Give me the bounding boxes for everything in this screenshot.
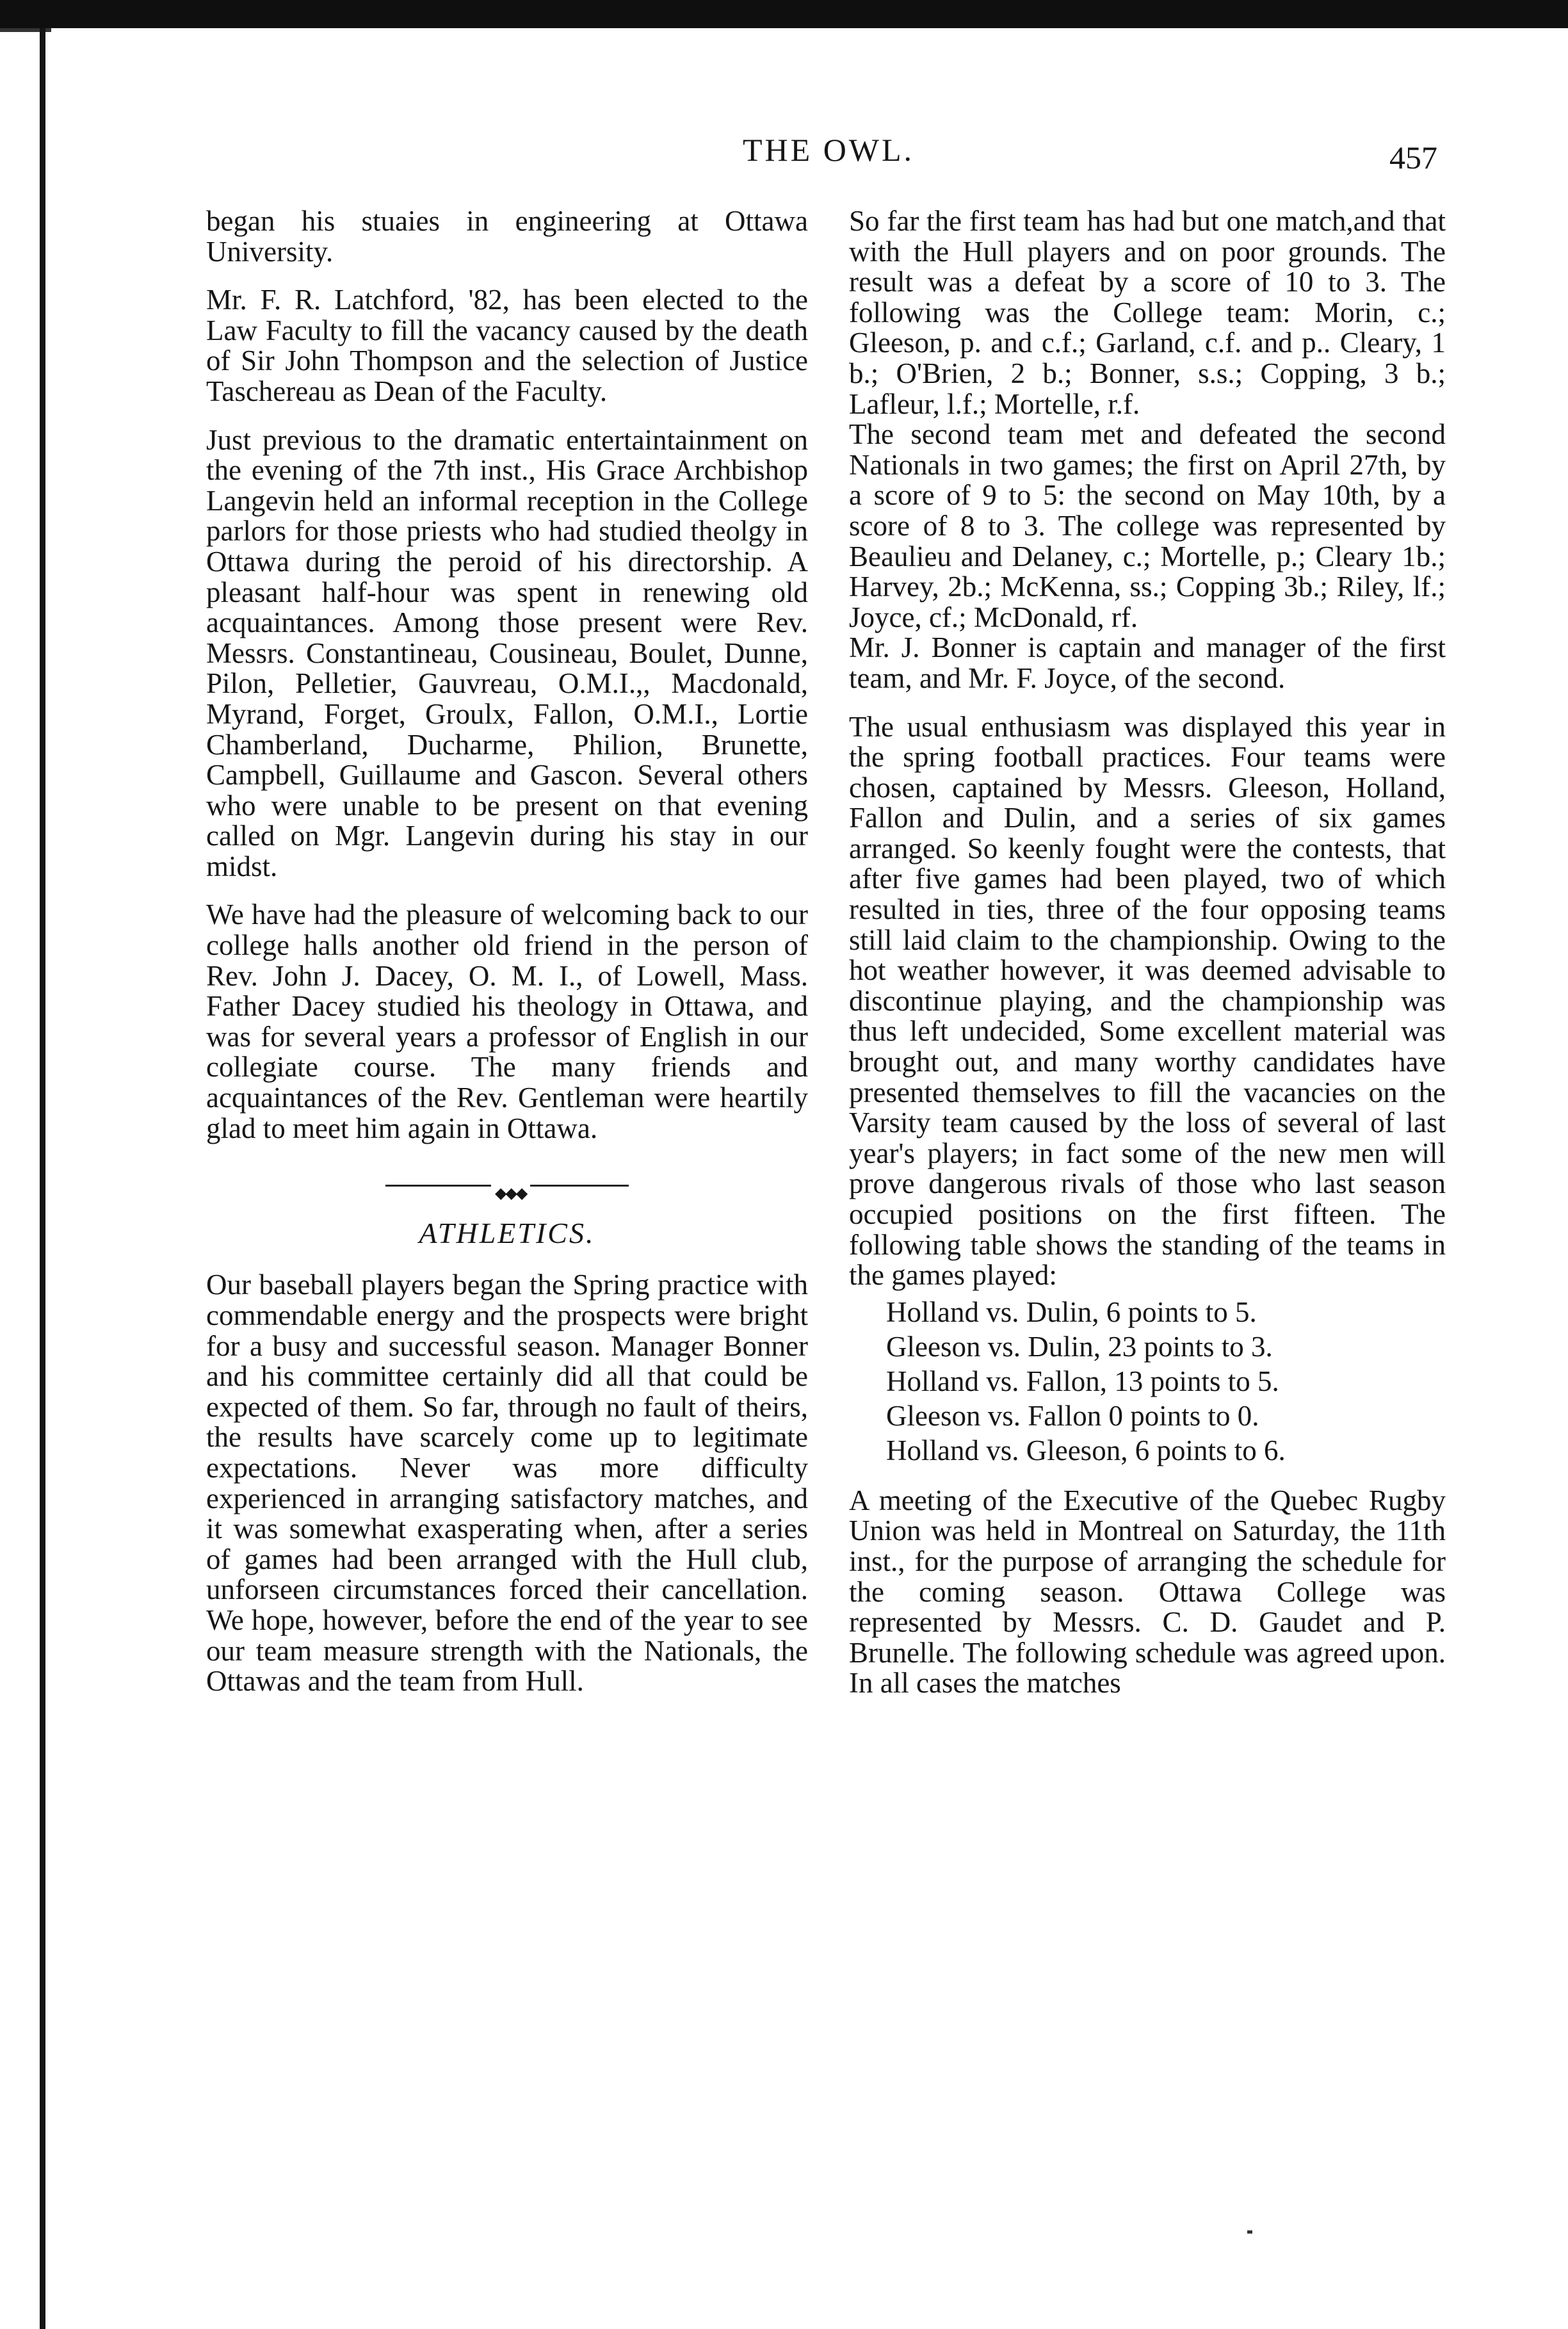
- paragraph: A meeting of the Executive of the Quebec Rugby Union was held in Montreal on Saturday, the 11th inst., for the purpose of arranging the schedule for the coming season. Ottawa College was represented by Messrs. C. D. Gaudet and P. Brunelle. The following schedule was agreed upon. In all cases the matches: [849, 1484, 1446, 1700]
- paragraph: Mr. F. R. Latchford, '82, has been elected to the Law Faculty to fill the vacancy caused by the death of Sir John Thompson and the selection of Justice Taschereau as Dean of the Faculty.: [206, 284, 808, 407]
- page-header: [0, 131, 1568, 183]
- paragraph: The usual enthusiasm was displayed this year in the spring football practices. Four teams were chosen, captained by Messrs. Gleeson, Holland, Fallon and Dulin, and a series of six games arranged. So keenly fought were the contests, that after five games had been played, two of which resulted in ties, three of the four opposing teams still laid claim to the championship. Owing to the hot weather however, it was deemed advisable to discontinue playing, and the championship was thus left undecided, Some excellent material was brought out, and many worthy candidates have presented themselves to fill the vacancies on the Varsity team caused by the loss of several of last year's players; in fact some of the new men will prove dangerous rivals of those who last season occupied positions on the first fifteen. The following table shows the standing of the teams in the games played:: [849, 710, 1446, 1292]
- standings-row: Holland vs. Dulin, 6 points to 5.: [886, 1295, 1257, 1328]
- page-number: 457: [1389, 140, 1437, 175]
- scan-speck: [1247, 2230, 1252, 2234]
- paragraph: began his stuaies in engineering at Ottawa University.: [206, 205, 808, 268]
- section-break: [206, 1171, 808, 1248]
- standings-row: Holland vs. Gleeson, 6 points to 6.: [886, 1434, 1286, 1466]
- paragraph: So far the first team has had but one match,and that with the Hull players and on poor grounds. The result was a defeat by a score of 10 to 3. The following was the College team: Morin, c.; Gleeson, p. and c.f.; Garland, c.f. and p.. Cleary, 1 b.; O'Brien, 2 b.; Bonner, s.s.; Copping, 3 b.; Lafleur, l.f.; Mortelle, r.f.: [849, 205, 1446, 420]
- ornament-rule: ◆◆◆: [385, 1176, 629, 1195]
- running-title: THE OWL.: [743, 132, 915, 168]
- section-heading: ATHLETICS.: [419, 1216, 595, 1249]
- paragraph: We have had the pleasure of welcoming back to our college halls another old friend in the person of Rev. John J. Dacey, O. M. I., of Lowell, Mass. Father Dacey studied his theology in Ottawa, and was for several years a professor of English in our collegiate course. The many friends and acquaintances of the Rev. Gentleman were heartily glad to meet him again in Ottawa.: [206, 898, 808, 1144]
- paragraph: The second team met and defeated the second Nationals in two games; the first on April 27th, by a score of 9 to 5: the second on May 10th, by a score of 8 to 3. The college was represented by Beaulieu and Delaney, c.; Mortelle, p.; Cleary 1b.; Harvey, 2b.; McKenna, ss.; Copping 3b.; Riley, lf.; Joyce, cf.; McDonald, rf.: [849, 418, 1446, 633]
- scan-top-border: [0, 0, 1568, 28]
- right-column: [849, 206, 1446, 1699]
- paragraph: Our baseball players began the Spring practice with commendable energy and the prospects were bright for a busy and successful season. Manager Bonner and his committee certainly did all that could be expected of them. So far, through no fault of theirs, the results have scarcely come up to legitimate expectations. Never was more difficulty experienced in arranging satisfactory matches, and it was somewhat exasperating when, after a series of games had been arranged with the Hull club, unforseen circumstances forced their cancellation. We hope, however, before the end of the year to see our team measure strength with the Nationals, the Ottawas and the team from Hull.: [206, 1269, 808, 1698]
- paragraph: Just previous to the dramatic entertaintainment on the evening of the 7th inst., His Grace Archbishop Langevin held an informal reception in the College parlors for those priests who had studied theolgy in Ottawa during the peroid of his directorship. A pleasant half-hour was spent in renewing old acquaintances. Among those present were Rev. Messrs. Constantineau, Cousineau, Boulet, Dunne, Pilon, Pelletier, Gauvreau, O.M.I.,, Macdonald, Myrand, Forget, Groulx, Fallon, O.M.I., Lortie Chamberland, Ducharme, Philion, Brunette, Campbell, Guillaume and Gascon. Several others who were unable to be present on that evening called on Mgr. Langevin during his stay in our midst.: [206, 423, 808, 882]
- standings-row: Gleeson vs. Dulin, 23 points to 3.: [886, 1330, 1273, 1363]
- left-column: [206, 206, 808, 1697]
- paragraph: Mr. J. Bonner is captain and manager of the first team, and Mr. F. Joyce, of the second.: [849, 631, 1446, 694]
- standings-row: Gleeson vs. Fallon 0 points to 0.: [886, 1399, 1259, 1432]
- standings-row: Holland vs. Fallon, 13 points to 5.: [886, 1365, 1279, 1397]
- standings-list: [886, 1295, 1446, 1468]
- scan-left-border: [40, 28, 45, 2329]
